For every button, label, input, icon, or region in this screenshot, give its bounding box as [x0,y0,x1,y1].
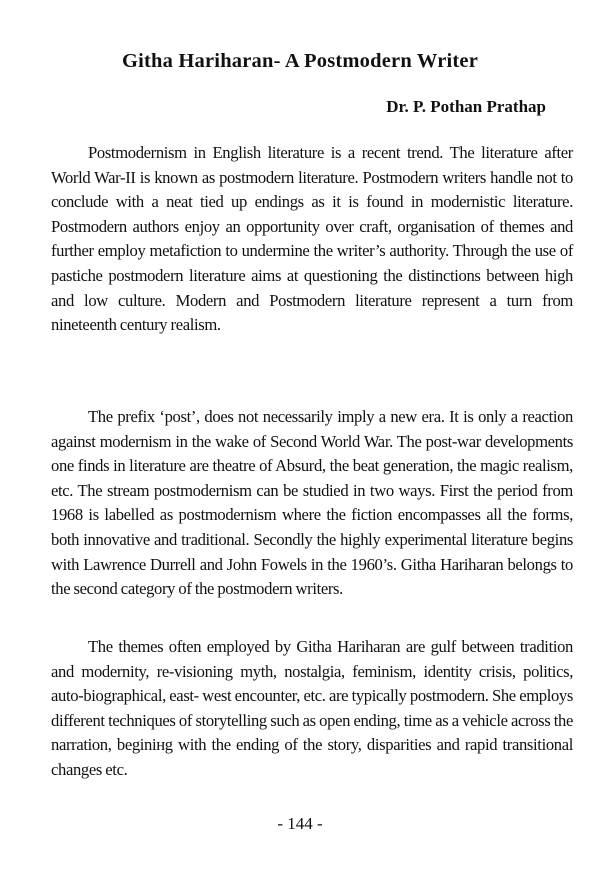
author-name: Dr. P. Pothan Prathap [386,97,546,116]
article-title: Githa Hariharan- A Postmodern Writer [121,50,479,72]
page-number: - 144 - [277,814,323,833]
body-paragraph-3: The themes often employed by Githa Hariharan are gulf between tradition and modernity, re-visioning myth, nostalgia, feminism, identity crisis, politics, auto-biographical, east- west encounter, etc. are typically postmodern. She employs different techniques of storytelling such as open ending, time as a vehicle across the narration, beginінg with the ending of the story, disparities and rapid transitional changes etc. [51,637,573,779]
body-paragraph-1: Postmodernism in English literature is a recent trend. The literature after World War-II is known as postmodern literature. Postmodern writers handle not to conclude with a neat tied up endings as it is found in modernistic literature. Postmodern authors enjoy an opportunity over craft, organisation of themes and further employ metafiction to undermine the writer’s authority. Through the use of pastiche postmodern literature aims at questioning the distinctions between high and low culture. Modern and Postmodern literature represent a turn from nineteenth century realism. [51,143,573,335]
body-paragraph-2: The prefix ‘post’, does not necessarily imply a new era. It is only a reaction against modernism in the wake of Second World War. The post-war developments one finds in literature are theatre of Absurd, the beat generation, the magic realism, etc. The stream postmodernism can be studied in two ways. First the period from 1968 is labelled as postmodernism where the fiction encompasses all the forms, both innovative and traditional. Secondly the highly experimental literature begins with Lawrence Durrell and John Fowels in the 1960’s. Githa Hariharan belongs to the second category of the postmodern writers. [51,407,573,599]
